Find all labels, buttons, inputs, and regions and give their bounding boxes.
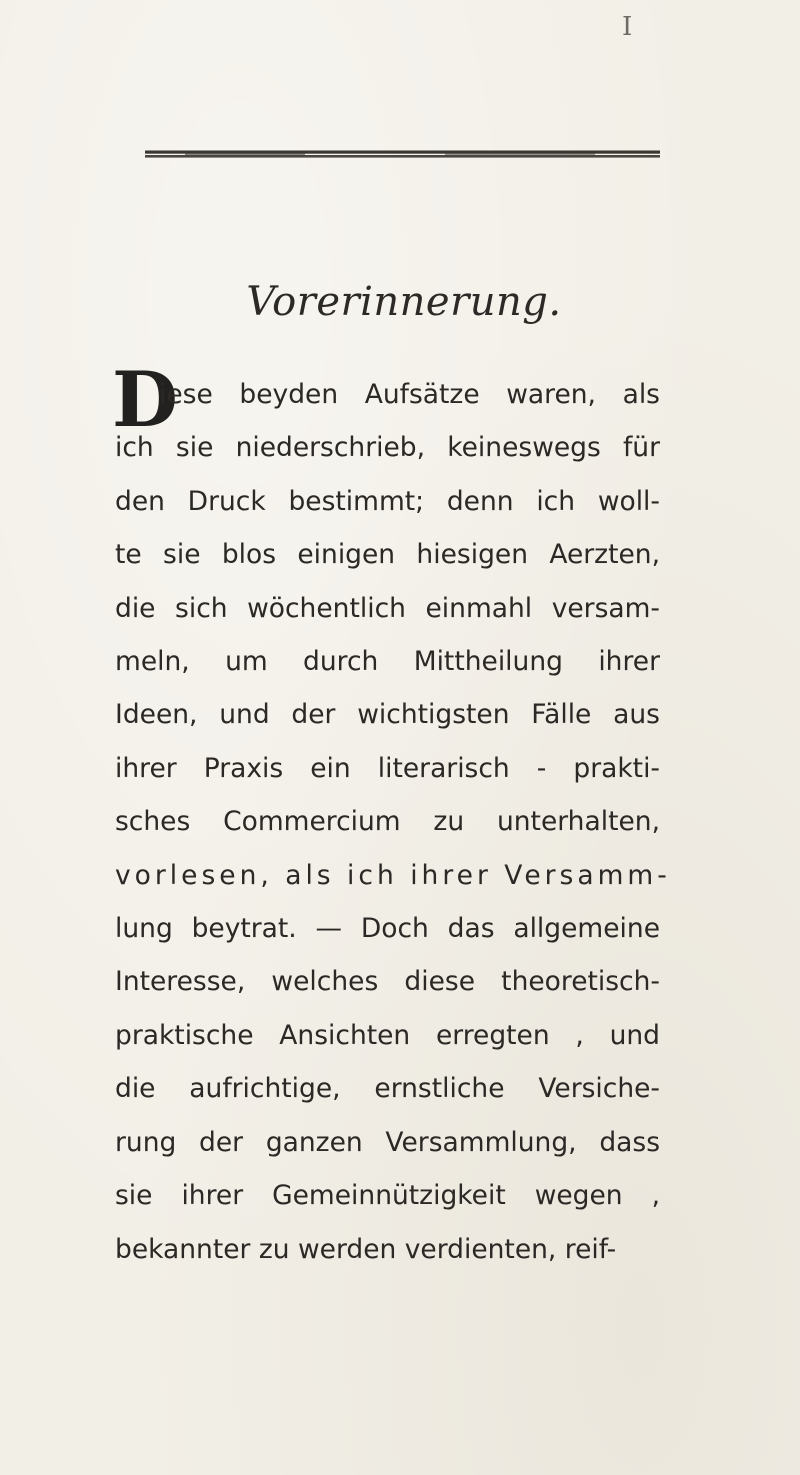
text-line: Interesse, welches diese theoretisch- [115, 966, 660, 998]
text-line: iese beyden Aufsätze waren, als [159, 379, 660, 410]
page-number: I [622, 12, 633, 42]
body-paragraph [115, 368, 671, 1276]
text-line: sches Commercium zu unterhalten, [115, 806, 660, 838]
text-line: ihrer Praxis ein literarisch - prakti- [115, 752, 660, 784]
drop-cap: D [112, 355, 178, 444]
page-title: Vorerinnerung. [246, 279, 562, 325]
text-line: sie ihrer Gemeinnützigkeit wegen , [115, 1180, 660, 1212]
text-line: lung beytrat. — Doch das allgemeine [115, 913, 660, 945]
text-line: den Druck bestimmt; denn ich woll- [115, 485, 660, 517]
text-line: meln, um durch Mittheilung ihrer [115, 646, 660, 678]
text-line: die aufrichtige, ernstliche Versiche- [115, 1073, 660, 1105]
text-line: die sich wöchentlich einmahl versam- [115, 592, 660, 624]
text-line: vorlesen, als ich ihrer Versamm- [115, 859, 671, 891]
text-line: ich sie niederschrieb, keineswegs für [115, 432, 660, 464]
text-line: praktische Ansichten erregten , und [115, 1019, 660, 1051]
text-line: Ideen, und der wichtigsten Fälle aus [115, 699, 660, 731]
text-line: te sie blos einigen hiesigen Aerzten, [115, 539, 660, 571]
ornamental-rule [145, 150, 660, 159]
text-line: bekannter zu werden verdienten, reif- [115, 1233, 617, 1265]
text-line: rung der ganzen Versammlung, dass [115, 1126, 660, 1158]
